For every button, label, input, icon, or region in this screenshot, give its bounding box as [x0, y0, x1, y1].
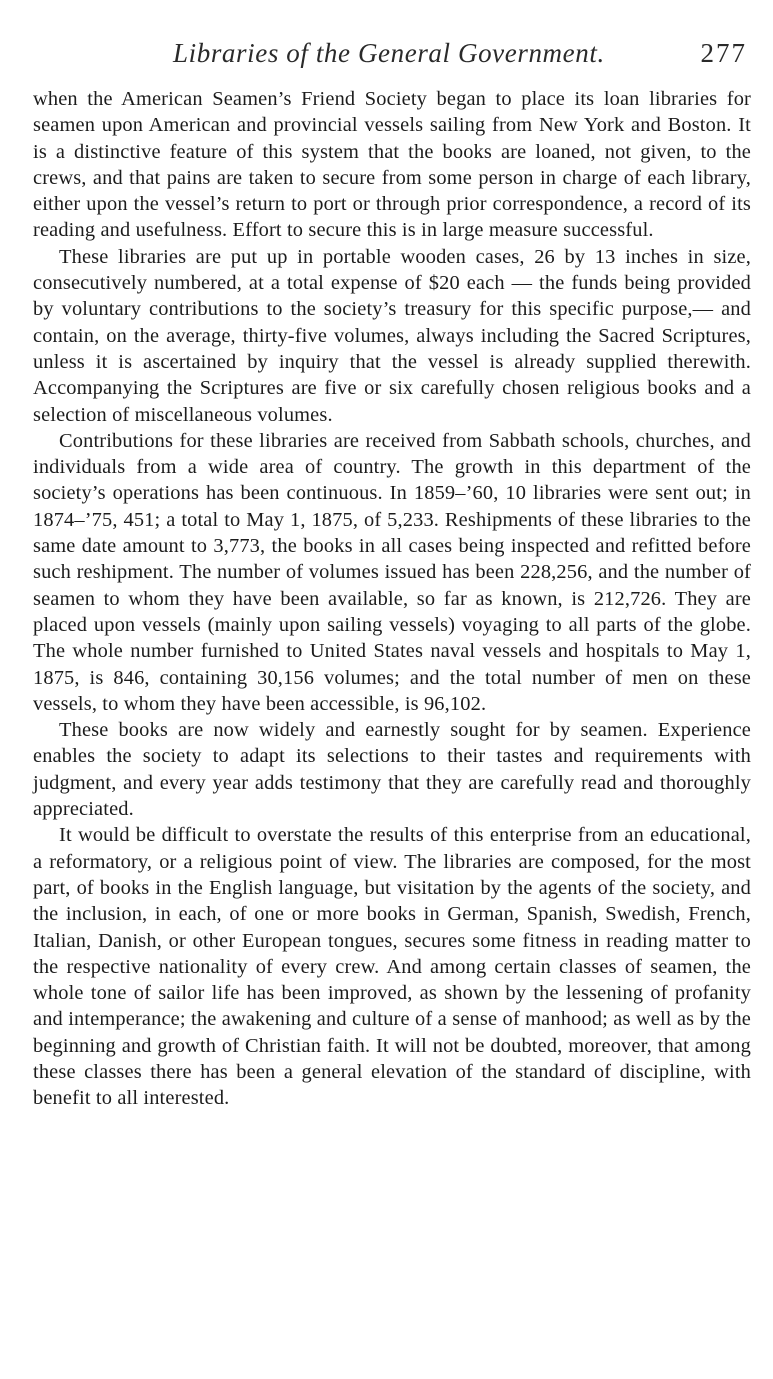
paragraph-continued: when the American Seamen’s Friend Society began to place its loan libraries for seamen upon American and provincial vessels sailing from New York and Boston. It is a distinctive feature of this system that the books are loaned, not given, to the crews, and that pains are taken to secure from some person in charge of each library, either upon the vessel’s return to port or through prior correspondence, a record of its reading and usefulness. Effort to secure this is in large measure successful. [33, 88, 751, 242]
paragraph-seamen-demand: These books are now widely and earnestly sought for by seamen. Experience enables the society to adapt its selections to their tastes and requirements with judgment, and every year adds testimony that they are carefully read and thoroughly appreciated. [33, 719, 751, 821]
page-number: 277 [700, 38, 747, 68]
paragraph-library-cases: These libraries are put up in portable wooden cases, 26 by 13 inches in size, consecutively numbered, at a total expense of $20 each — the funds being provided by voluntary contributions to the society’s treasury for this specific purpose,— and contain, on the average, thirty-five volumes, always including the Sacred Scriptures, unless it is ascertained by inquiry that the vessel is already supplied therewith. Accompanying the Scriptures are five or six carefully chosen religious books and a selection of miscellaneous volumes. [33, 245, 751, 426]
running-header [33, 38, 751, 86]
paragraph-results: It would be difficult to overstate the results of this enterprise from an educational, a reformatory, or a religious point of view. The libraries are composed, for the most part, of books in the English language, but visitation by the agents of the society, and the inclusion, in each, of one or more books in German, Spanish, Swedish, French, Italian, Danish, or other European tongues, secures some fitness in reading matter to the respective nationality of every crew. And among certain classes of seamen, the whole tone of sailor life has been improved, as shown by the lessening of profanity and intemperance; the awakening and culture of a sense of manhood; as well as by the beginning and growth of Christian faith. It will not be doubted, moreover, that among these classes there has been a general elevation of the standard of discipline, with benefit to all interested. [33, 824, 751, 1110]
paragraph-contributions: Contributions for these libraries are received from Sabbath schools, churches, and individuals from a wide area of country. The growth in this department of the society’s operations has been continuous. In 1859–’60, 10 libraries were sent out; in 1874–’75, 451; a total to May 1, 1875, of 5,233. Reshipments of these libraries to the same date amount to 3,773, the books in all cases being inspected and refitted before such reshipment. The number of volumes issued has been 228,256, and the number of seamen to whom they have been available, so far as known, is 212,726. They are placed upon vessels (mainly upon sailing vessels) voyaging to all parts of the globe. The whole number furnished to United States naval vessels and hospitals to May 1, 1875, is 846, containing 30,156 volumes; and the total number of men on these vessels, to whom they have been accessible, is 96,102. [33, 429, 751, 715]
body-text [33, 86, 751, 1112]
running-title: Libraries of the General Government. [173, 38, 605, 68]
